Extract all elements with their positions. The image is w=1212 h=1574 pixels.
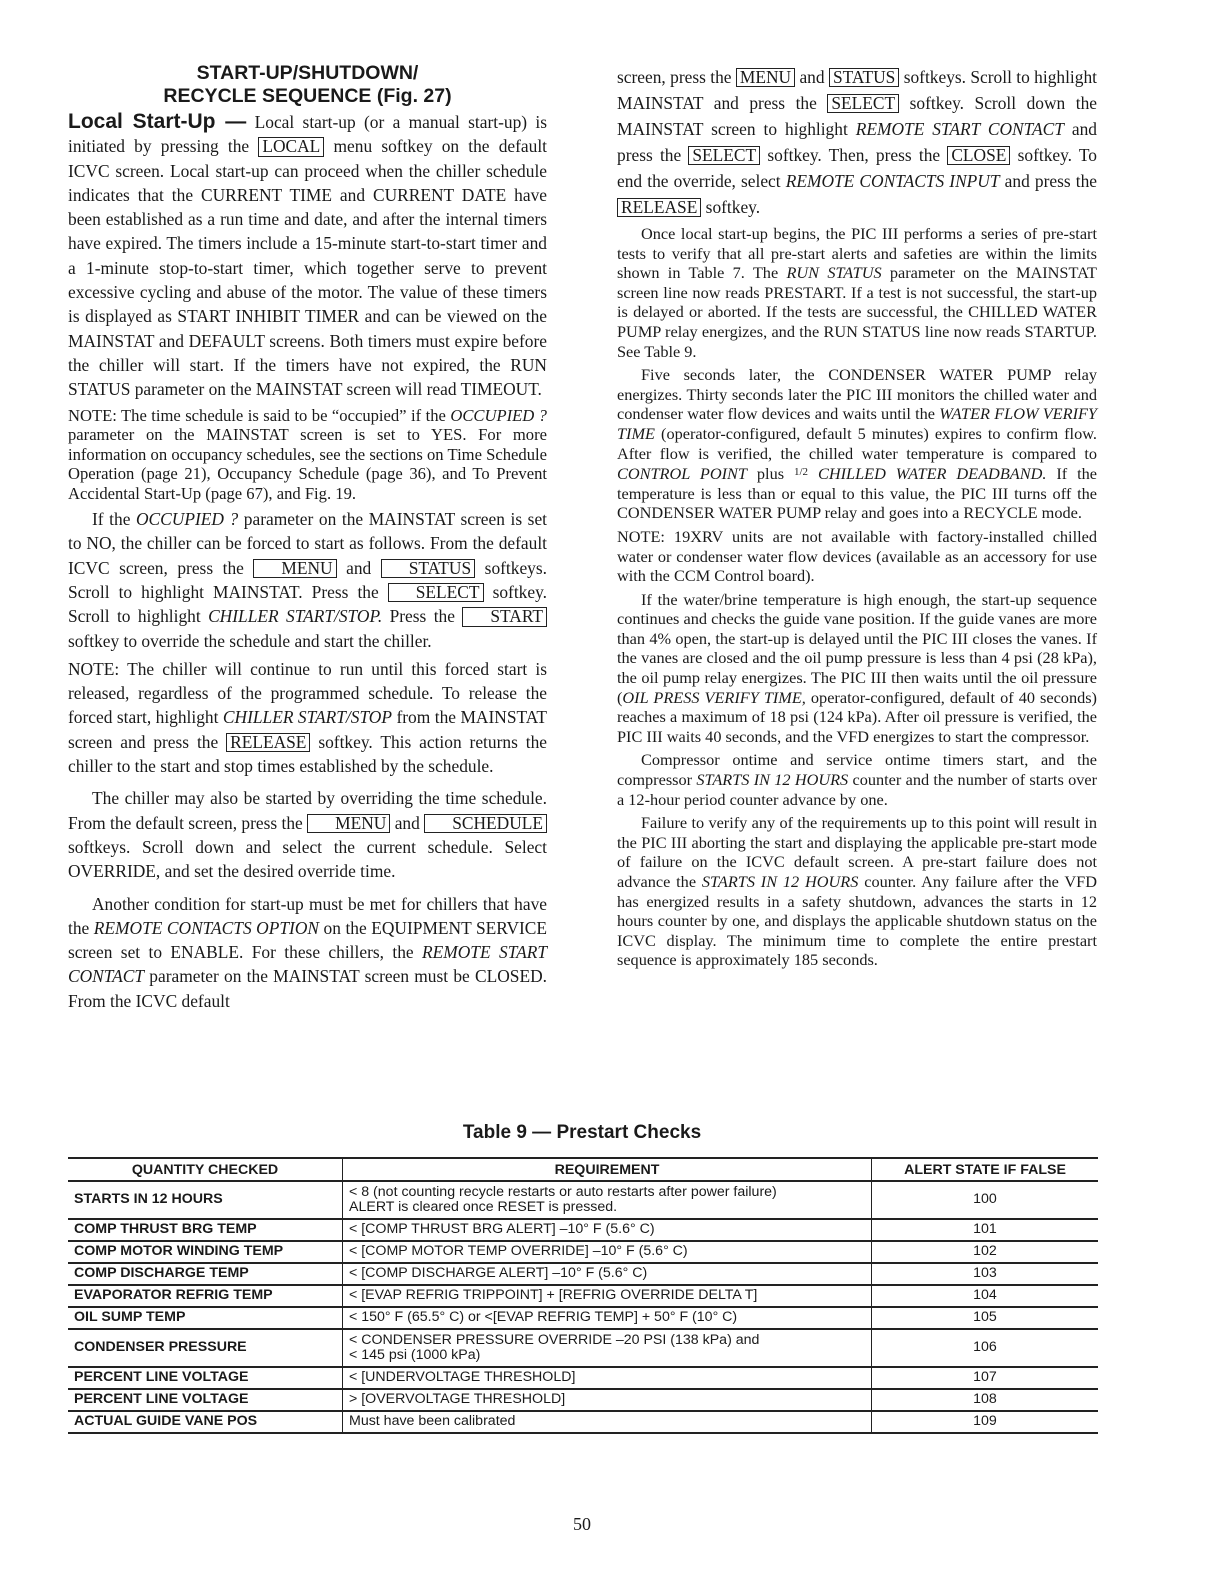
status-softkey: STATUS xyxy=(829,68,899,87)
menu-softkey: MENU xyxy=(736,68,795,87)
alert-cell: 105 xyxy=(872,1307,1099,1329)
alert-cell: 100 xyxy=(872,1181,1099,1219)
quantity-cell: PERCENT LINE VOLTAGE xyxy=(68,1367,343,1389)
alert-cell: 102 xyxy=(872,1241,1099,1263)
quantity-cell: ACTUAL GUIDE VANE POS xyxy=(68,1411,343,1433)
remote-start-continued-paragraph: screen, press the MENU and STATUS softkeys. Scroll to highlight MAINSTAT and press the SELECT softkey. Scroll down the MAINSTAT screen to highlight REMOTE START CONTACT and press the SELECT softkey. Then, press the CLOSE softkey. To end the override, select REMOTE CONTACTS INPUT and press the RELEASE softkey. xyxy=(617,67,1098,217)
table-title: Table 9 — Prestart Checks xyxy=(462,1122,702,1143)
alert-cell: 108 xyxy=(872,1389,1099,1411)
alert-cell: 109 xyxy=(872,1411,1099,1433)
quantity-cell: COMP MOTOR WINDING TEMP xyxy=(68,1241,343,1263)
select-softkey: SELECT xyxy=(688,146,760,165)
override-schedule-paragraph: The chiller may also be started by overriding the time schedule. From the default screen, press the MENU and SCHEDULE softkeys. Scroll down and select the current schedule. Select OVERRIDE, and set the desired override time. xyxy=(68,788,547,882)
column-header: REQUIREMENT xyxy=(343,1158,872,1181)
note-forced-start: NOTE: The chiller will continue to run until this forced start is released, regardless of the programmed schedule. To release the forced start, highlight CHILLER START/STOP from the MAINSTAT screen and press the RELEASE softkey. This action returns the chiller to the start and stop times established by the schedule. xyxy=(68,658,547,777)
quantity-cell: CONDENSER PRESSURE xyxy=(68,1329,343,1367)
quantity-cell: STARTS IN 12 HOURS xyxy=(68,1181,343,1219)
prestart-tests-paragraph: Once local start-up begins, the PIC III performs a series of pre-start tests to verify that all pre-start alerts and safeties are within the limits shown in Table 7. The RUN STATUS parameter on the MAINSTAT screen line now reads PRESTART. If a test is not successful, the start-up is delayed or aborted. If the tests are successful, the CHILLED WATER PUMP relay energizes, and the RUN STATUS line now reads STARTUP. See Table 9. xyxy=(617,224,1098,361)
note-occupied: NOTE: The time schedule is said to be “occupied” if the OCCUPIED ? parameter on the MAINSTAT screen is set to YES. For more information on occupancy schedules, see the sections on Time Schedule Operation (page 21), Occupancy Schedule (page 36), and To Prevent Accidental Start-Up (page 67), and Fig. 19. xyxy=(68,405,547,503)
force-start-paragraph: If the OCCUPIED ? parameter on the MAINSTAT screen is set to NO, the chiller can be forced to start as follows. From the default ICVC screen, press the MENU and STATUS softkeys. Scroll to highlight MAINSTAT. Press the SELECT softkey. Scroll to highlight CHILLER START/STOP. Press the START softkey to override the schedule and start the chiller. xyxy=(68,509,547,651)
table-row xyxy=(68,1219,1098,1241)
guide-vane-paragraph: If the water/brine temperature is high enough, the start-up sequence continues and checks the guide vane position. If the guide vanes are more than 4% open, the start-up is delayed until the PIC III closes the vanes. If the vanes are closed and the oil pump pressure is less than 4 psi (28 kPa), the oil pump relay energizes. The PIC III then waits until the oil pressure (OIL PRESS VERIFY TIME, operator-configured, default of 40 seconds) reaches a maximum of 18 psi (124 kPa). After oil pressure is verified, the PIC III waits 40 seconds, and the VFD energizes to start the compressor. xyxy=(617,589,1097,746)
requirement-cell: < 8 (not counting recycle restarts or auto restarts after power failure) ALERT is cleared once RESET is pressed. xyxy=(343,1181,872,1219)
table-row xyxy=(68,1285,1098,1307)
select-softkey: SELECT xyxy=(388,583,484,602)
local-startup-paragraph: Local Start-Up — Local start-up (or a manual start-up) is initiated by pressing the LOCAL menu softkey on the default ICVC screen. Local start-up can proceed when the chiller schedule indicates that the CURRENT TIME and CURRENT DATE have been established as a run time and date, and after the internal timers have expired. The timers include a 15-minute start-to-start timer and a 1-minute stop-to-start timer, which together serve to prevent excessive cycling and abuse of the motor. The value of these timers is displayed as START INHIBIT TIMER and can be viewed on the MAINSTAT and DEFAULT screens. Both timers must expire before the chiller will start. If the timers have not expired, the RUN STATUS parameter on the MAINSTAT screen will read TIMEOUT. xyxy=(68,110,547,400)
remote-contacts-paragraph: Another condition for start-up must be met for chillers that have the REMOTE CONTACTS OPTION on the EQUIPMENT SERVICE screen set to ENABLE. For these chillers, the REMOTE START CONTACT parameter on the MAINSTAT screen must be CLOSED. From the ICVC default xyxy=(68,893,548,1011)
table-row xyxy=(68,1389,1098,1411)
table-header-row xyxy=(68,1158,1098,1181)
alert-cell: 106 xyxy=(872,1329,1099,1367)
table-row xyxy=(68,1241,1098,1263)
quantity-cell: OIL SUMP TEMP xyxy=(68,1307,343,1329)
page-number: 50 xyxy=(573,1514,591,1534)
section-heading: START-UP/SHUTDOWN/ RECYCLE SEQUENCE (Fig. 27) xyxy=(163,62,452,107)
prestart-checks-table xyxy=(68,1157,1098,1434)
quantity-cell: COMP DISCHARGE TEMP xyxy=(68,1263,343,1285)
table-row xyxy=(68,1411,1098,1433)
requirement-cell: < 150° F (65.5° C) or <[EVAP REFRIG TEMP] + 50° F (10° C) xyxy=(343,1307,872,1329)
left-column xyxy=(68,62,547,1017)
ontime-timers-paragraph: Compressor ontime and service ontime timers start, and the compressor STARTS IN 12 HOURS counter and the number of starts over a 12-hour period counter advance by one. xyxy=(617,750,1097,809)
requirement-cell: < [UNDERVOLTAGE THRESHOLD] xyxy=(343,1367,872,1389)
schedule-softkey: SCHEDULE xyxy=(424,814,547,833)
table-row xyxy=(68,1307,1098,1329)
alert-cell: 103 xyxy=(872,1263,1099,1285)
start-softkey: START xyxy=(462,607,547,626)
table-row xyxy=(68,1367,1098,1389)
table-row xyxy=(68,1263,1098,1285)
note-flow-devices: NOTE: 19XRV units are not available with factory-installed chilled water or condenser water flow devices (available as an accessory for use with the CCM Control board). xyxy=(617,526,1097,586)
requirement-cell: > [OVERVOLTAGE THRESHOLD] xyxy=(343,1389,872,1411)
failure-paragraph: Failure to verify any of the requirements up to this point will result in the PIC III aborting the start and displaying the applicable pre-start mode of failure on the ICVC default screen. A pre-start failure does not advance the STARTS IN 12 HOURS counter. Any failure after the VFD has energized results in a safety shutdown, advances the starts in 12 hours counter by one, and displays the applicable shutdown status on the ICVC display. The minimum time to complete the entire prestart sequence is approximately 185 seconds. xyxy=(617,813,1097,970)
column-header: ALERT STATE IF FALSE xyxy=(872,1158,1099,1181)
menu-softkey: MENU xyxy=(307,814,390,833)
alert-cell: 107 xyxy=(872,1367,1099,1389)
select-softkey: SELECT xyxy=(827,94,899,113)
status-softkey: STATUS xyxy=(381,559,475,578)
local-startup-subheading: Local Start-Up — xyxy=(68,110,247,133)
menu-softkey: MENU xyxy=(253,559,336,578)
alert-cell: 104 xyxy=(872,1285,1099,1307)
release-softkey: RELEASE xyxy=(226,733,310,752)
requirement-cell: < [COMP THRUST BRG ALERT] –10° F (5.6° C) xyxy=(343,1219,872,1241)
release-softkey: RELEASE xyxy=(617,198,701,217)
requirement-cell: < CONDENSER PRESSURE OVERRIDE –20 PSI (138 kPa) and < 145 psi (1000 kPa) xyxy=(343,1329,872,1367)
quantity-cell: PERCENT LINE VOLTAGE xyxy=(68,1389,343,1411)
alert-cell: 101 xyxy=(872,1219,1099,1241)
quantity-cell: COMP THRUST BRG TEMP xyxy=(68,1219,343,1241)
requirement-cell: < [EVAP REFRIG TRIPPOINT] + [REFRIG OVERRIDE DELTA T] xyxy=(343,1285,872,1307)
close-softkey: CLOSE xyxy=(947,146,1010,165)
table-row xyxy=(68,1329,1098,1367)
local-softkey: LOCAL xyxy=(258,137,324,156)
column-header: QUANTITY CHECKED xyxy=(68,1158,343,1181)
right-column xyxy=(617,62,1097,974)
condenser-pump-paragraph: Five seconds later, the CONDENSER WATER PUMP relay energizes. Thirty seconds later the PIC III monitors the chilled water and condenser water flow devices and waits until the WATER FLOW VERIFY TIME (operator-configured, default 5 minutes) expires to confirm flow. After flow is verified, the chilled water temperature is compared to CONTROL POINT plus $^{1/2}$ CHILLED WATER DEADBAND. If the temperature is less than or equal to this value, the PIC III turns off the CONDENSER WATER PUMP relay and goes into a RECYCLE mode. xyxy=(617,365,1097,523)
quantity-cell: EVAPORATOR REFRIG TEMP xyxy=(68,1285,343,1307)
table-row xyxy=(68,1181,1098,1219)
requirement-cell: < [COMP DISCHARGE ALERT] –10° F (5.6° C) xyxy=(343,1263,872,1285)
requirement-cell: Must have been calibrated xyxy=(343,1411,872,1433)
requirement-cell: < [COMP MOTOR TEMP OVERRIDE] –10° F (5.6° C) xyxy=(343,1241,872,1263)
